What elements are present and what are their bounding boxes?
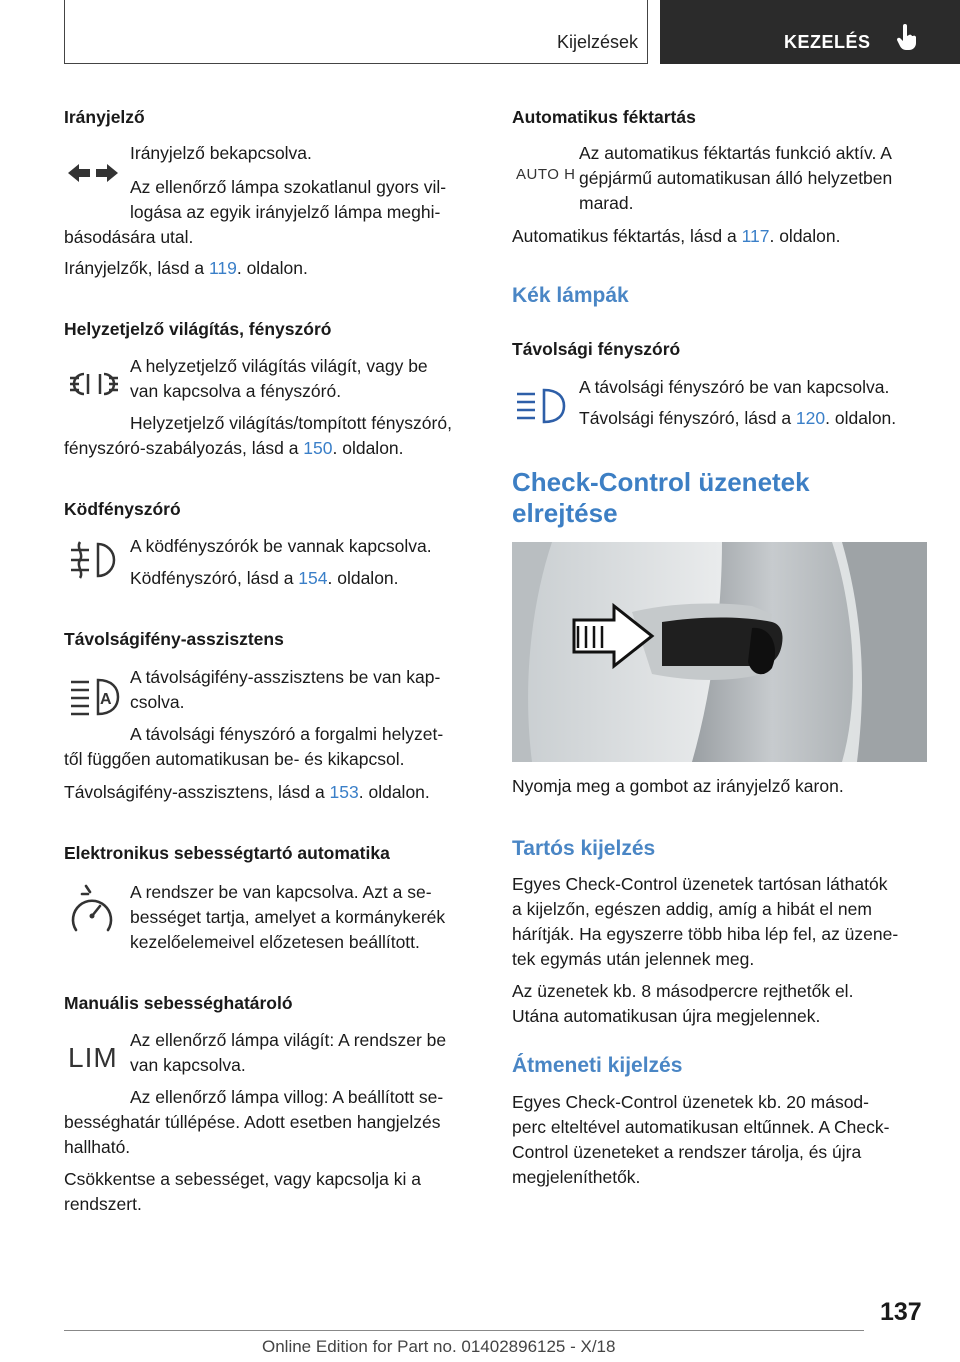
- paragraph: Az ellenőrző lámpa villog: A beállított se-: [130, 1087, 444, 1107]
- paragraph: Utána automatikusan újra megjelennek.: [512, 1006, 821, 1026]
- paragraph: A távolsági fényszóró be van kapcsolva.: [579, 377, 890, 397]
- paragraph: től függően automatikusan be- és kikapcsol.: [64, 749, 405, 769]
- paragraph: básodására utal.: [64, 227, 194, 247]
- header-chapter-title: KEZELÉS: [784, 32, 871, 52]
- svg-text:A: A: [100, 691, 112, 708]
- turn-signal-icon: [68, 160, 118, 193]
- cross-reference: Távolságifény-asszisztens, lásd a 153. oldalon.: [64, 782, 430, 802]
- section-title-speed-limiter: Manuális sebességhatároló: [64, 993, 293, 1013]
- paragraph: Helyzetjelző világítás/tompított fényszóró,: [130, 413, 452, 433]
- paragraph: A ködfényszórók be vannak kapcsolva.: [130, 536, 432, 556]
- paragraph: A helyzetjelző világítás világít, vagy be: [130, 356, 428, 376]
- footer-divider: [64, 1330, 864, 1331]
- paragraph: Az üzenetek kb. 8 másodpercre rejthetők el.: [512, 981, 854, 1001]
- paragraph: gépjármű automatikusan álló helyzetben: [579, 168, 893, 188]
- header-chapter-tab[interactable]: [660, 0, 960, 64]
- page-number: 137: [880, 1298, 922, 1326]
- high-beam-icon: [514, 386, 566, 433]
- high-beam-assistant-icon: [68, 676, 120, 725]
- page-link[interactable]: 117: [741, 226, 770, 246]
- paragraph: Az ellenőrző lámpa világít: A rendszer be: [130, 1030, 447, 1050]
- section-title-parking-lights: Helyzetjelző világítás, fényszóró: [64, 319, 332, 339]
- cross-reference: Távolsági fényszóró, lásd a 120. oldalon.: [579, 408, 897, 428]
- page-link[interactable]: 120: [795, 408, 826, 428]
- paragraph: megjeleníthetők.: [512, 1167, 641, 1187]
- cruise-control-icon: [68, 884, 116, 945]
- paragraph: perc elteltével automatikusan eltűnnek. A Check-: [512, 1117, 890, 1137]
- section-title-high-beam: Távolsági fényszóró: [512, 339, 681, 359]
- paragraph: hárítják. Ha egyszerre több hiba lép fel, az üzene-: [512, 924, 899, 944]
- auto-hold-icon: AUTO H: [516, 166, 576, 183]
- page-link[interactable]: 154: [298, 568, 328, 588]
- paragraph: Egyes Check-Control üzenetek kb. 20 másod-: [512, 1092, 869, 1112]
- page-link[interactable]: 150: [303, 438, 333, 458]
- paragraph: van kapcsolva a fényszóró.: [130, 381, 342, 401]
- footer-edition: Online Edition for Part no. 01402896125 - X/18: [262, 1337, 616, 1356]
- page-link[interactable]: 119: [208, 258, 237, 278]
- heading-check-control-b: elrejtése: [512, 498, 618, 528]
- turn-signal-lever-photo: [512, 542, 927, 762]
- paragraph: Egyes Check-Control üzenetek tartósan láthatók: [512, 874, 888, 894]
- fog-light-icon: [68, 538, 118, 589]
- paragraph: van kapcsolva.: [130, 1055, 246, 1075]
- paragraph: Control üzeneteket a rendszer tárolja, és újra: [512, 1142, 862, 1162]
- paragraph: Csökkentse a sebességet, vagy kapcsolja ki a: [64, 1169, 421, 1189]
- heading-temporary-display: Átmeneti kijelzés: [512, 1054, 683, 1077]
- paragraph: bességet tartja, amelyet a kormánykerék: [130, 907, 446, 927]
- heading-check-control-a: Check-Control üzenetek: [512, 467, 810, 497]
- heading-blue-lamps: Kék lámpák: [512, 284, 629, 307]
- paragraph: csolva.: [130, 692, 185, 712]
- paragraph: hallható.: [64, 1137, 131, 1157]
- paragraph: A távolságifény-asszisztens be van kap-: [130, 667, 441, 687]
- paragraph: A távolsági fényszóró a forgalmi helyzet-: [130, 724, 444, 744]
- heading-permanent-display: Tartós kijelzés: [512, 837, 656, 860]
- photo-caption: Nyomja meg a gombot az irányjelző karon.: [512, 776, 844, 796]
- paragraph: kezelőelemeivel előzetesen beállított.: [130, 932, 420, 952]
- paragraph: Az ellenőrző lámpa szokatlanul gyors vil-: [130, 177, 447, 197]
- paragraph: a kijelzőn, egészen addig, amíg a hibát el nem: [512, 899, 872, 919]
- hand-pointer-icon: [896, 24, 920, 59]
- section-title-high-beam-assistant: Távolságifény-asszisztens: [64, 629, 284, 649]
- page-link[interactable]: 153: [329, 782, 359, 802]
- cross-reference: Irányjelzők, lásd a 119. oldalon.: [64, 258, 308, 278]
- section-title-cruise-control: Elektronikus sebességtartó automatika: [64, 843, 390, 863]
- cross-reference: Ködfényszóró, lásd a 154. oldalon.: [130, 568, 399, 588]
- paragraph: logása az egyik irányjelző lámpa meghi-: [130, 202, 441, 222]
- cross-reference: fényszóró-szabályozás, lásd a 150. oldalon.: [64, 438, 404, 458]
- paragraph: Irányjelző bekapcsolva.: [130, 143, 312, 163]
- paragraph: marad.: [579, 193, 634, 213]
- paragraph: rendszert.: [64, 1194, 142, 1214]
- section-title-auto-hold: Automatikus féktartás: [512, 107, 696, 127]
- header-section-title: Kijelzések: [556, 32, 638, 52]
- paragraph: bességhatár túllépése. Adott esetben hangjelzés: [64, 1112, 441, 1132]
- paragraph: Az automatikus féktartás funkció aktív. A: [579, 143, 892, 163]
- parking-light-icon: [68, 368, 120, 407]
- section-title-fog-lights: Ködfényszóró: [64, 499, 181, 519]
- section-title-turn-signal: Irányjelző: [64, 107, 145, 127]
- paragraph: A rendszer be van kapcsolva. Azt a se-: [130, 882, 432, 902]
- paragraph: tek egymás után jelennek meg.: [512, 949, 755, 969]
- cross-reference: Automatikus féktartás, lásd a 117. oldalon.: [512, 226, 841, 246]
- speed-limiter-lim-icon: LIM: [68, 1042, 118, 1073]
